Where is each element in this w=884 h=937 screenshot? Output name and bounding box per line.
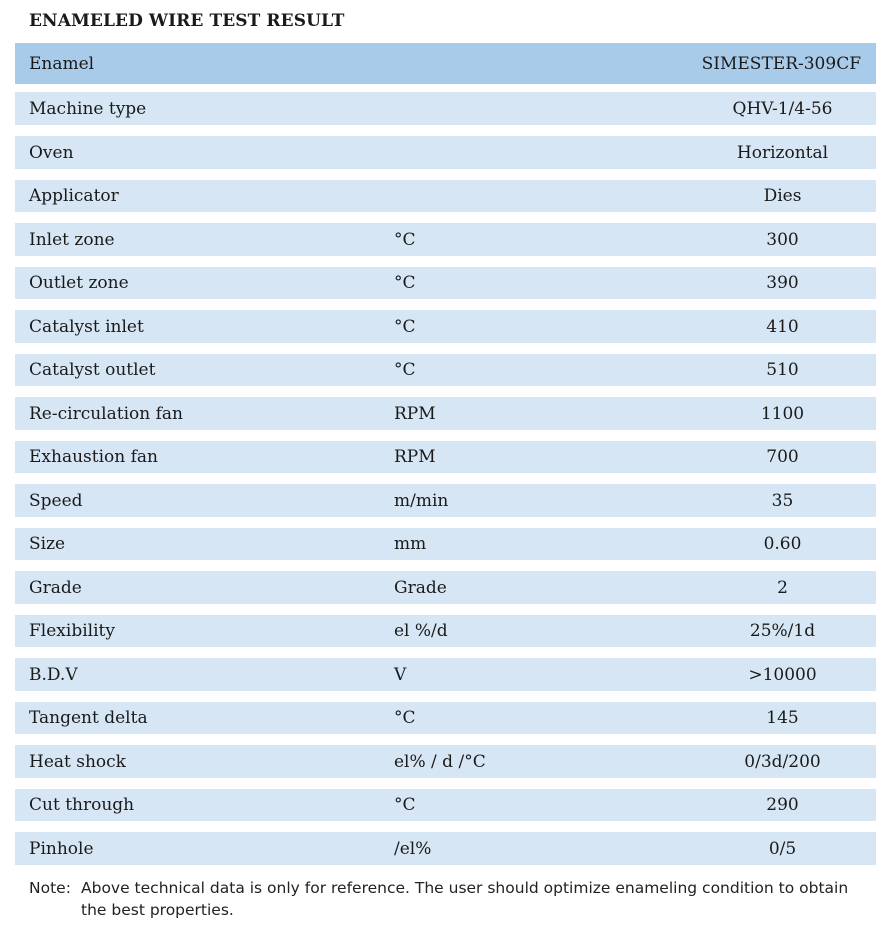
table-row bbox=[15, 92, 876, 125]
table-row bbox=[15, 136, 876, 169]
row-value: >10000 bbox=[748, 664, 817, 685]
table-row bbox=[15, 658, 876, 691]
row-value: 145 bbox=[766, 708, 799, 728]
table-row bbox=[15, 484, 876, 517]
row-value: 510 bbox=[766, 360, 799, 380]
row-label: Size bbox=[29, 534, 66, 554]
table-row bbox=[15, 441, 876, 473]
table-header-row bbox=[15, 43, 876, 84]
row-value: 300 bbox=[766, 229, 799, 250]
row-label: Pinhole bbox=[29, 838, 94, 859]
row-unit: °C bbox=[394, 273, 416, 293]
row-label: Machine type bbox=[29, 98, 147, 119]
row-value: 290 bbox=[766, 795, 799, 815]
row-unit: Grade bbox=[394, 577, 447, 598]
table-row bbox=[15, 310, 876, 343]
table-row bbox=[15, 745, 876, 778]
page-title: ENAMELED WIRE TEST RESULT bbox=[29, 11, 345, 31]
row-value: 1100 bbox=[760, 403, 805, 424]
table-row bbox=[15, 702, 876, 734]
table-body bbox=[15, 92, 876, 865]
row-value: 700 bbox=[766, 447, 799, 467]
table-row bbox=[15, 528, 876, 560]
row-label: Tangent delta bbox=[29, 708, 148, 728]
footnote bbox=[29, 877, 859, 921]
row-label: Re-circulation fan bbox=[29, 403, 183, 424]
table-row bbox=[15, 571, 876, 604]
row-unit: mm bbox=[394, 534, 427, 554]
row-unit: °C bbox=[394, 316, 416, 337]
row-label: Oven bbox=[29, 142, 74, 163]
row-unit: °C bbox=[394, 708, 416, 728]
table-row bbox=[15, 397, 876, 430]
row-value: 0/5 bbox=[768, 838, 797, 859]
row-label: Heat shock bbox=[29, 751, 126, 772]
row-label: Flexibility bbox=[29, 621, 115, 641]
row-value: QHV-1/4-56 bbox=[732, 98, 833, 119]
table-row bbox=[15, 615, 876, 647]
note-text: Above technical data is only for reference. The user should optimize enameling condition to obtain the best properties. bbox=[81, 879, 849, 919]
row-value: 2 bbox=[777, 577, 788, 598]
row-unit: el %/d bbox=[394, 621, 448, 641]
note-prefix: Note: bbox=[29, 879, 71, 897]
table-row bbox=[15, 832, 876, 865]
table-row bbox=[15, 223, 876, 256]
row-value: 390 bbox=[766, 273, 799, 293]
row-value: 0/3d/200 bbox=[744, 751, 821, 772]
header-label: Enamel bbox=[29, 53, 95, 74]
row-label: Catalyst inlet bbox=[29, 316, 144, 337]
row-label: Cut through bbox=[29, 795, 135, 815]
row-label: Catalyst outlet bbox=[29, 360, 156, 380]
row-value: 35 bbox=[771, 490, 794, 511]
row-value: Horizontal bbox=[736, 142, 829, 163]
table-row bbox=[15, 354, 876, 386]
row-label: Inlet zone bbox=[29, 229, 115, 250]
table-row bbox=[15, 267, 876, 299]
test-result-table bbox=[15, 43, 876, 876]
row-unit: RPM bbox=[394, 403, 436, 424]
row-label: Speed bbox=[29, 490, 83, 511]
row-value: 25%/1d bbox=[749, 621, 816, 641]
row-unit: m/min bbox=[394, 490, 449, 511]
row-value: Dies bbox=[763, 186, 802, 206]
row-unit: °C bbox=[394, 795, 416, 815]
row-unit: RPM bbox=[394, 447, 436, 467]
row-unit: °C bbox=[394, 229, 416, 250]
row-label: B.D.V bbox=[29, 664, 78, 685]
row-unit: V bbox=[394, 664, 407, 685]
row-unit: el% / d /°C bbox=[394, 751, 486, 772]
header-value: SIMESTER-309CF bbox=[701, 53, 861, 74]
row-unit: /el% bbox=[394, 838, 432, 859]
row-label: Applicator bbox=[29, 186, 119, 206]
row-label: Exhaustion fan bbox=[29, 447, 158, 467]
row-label: Grade bbox=[29, 577, 82, 598]
row-value: 0.60 bbox=[763, 534, 802, 554]
row-value: 410 bbox=[766, 316, 799, 337]
table-row bbox=[15, 180, 876, 212]
row-unit: °C bbox=[394, 360, 416, 380]
row-label: Outlet zone bbox=[29, 273, 129, 293]
table-row bbox=[15, 789, 876, 821]
